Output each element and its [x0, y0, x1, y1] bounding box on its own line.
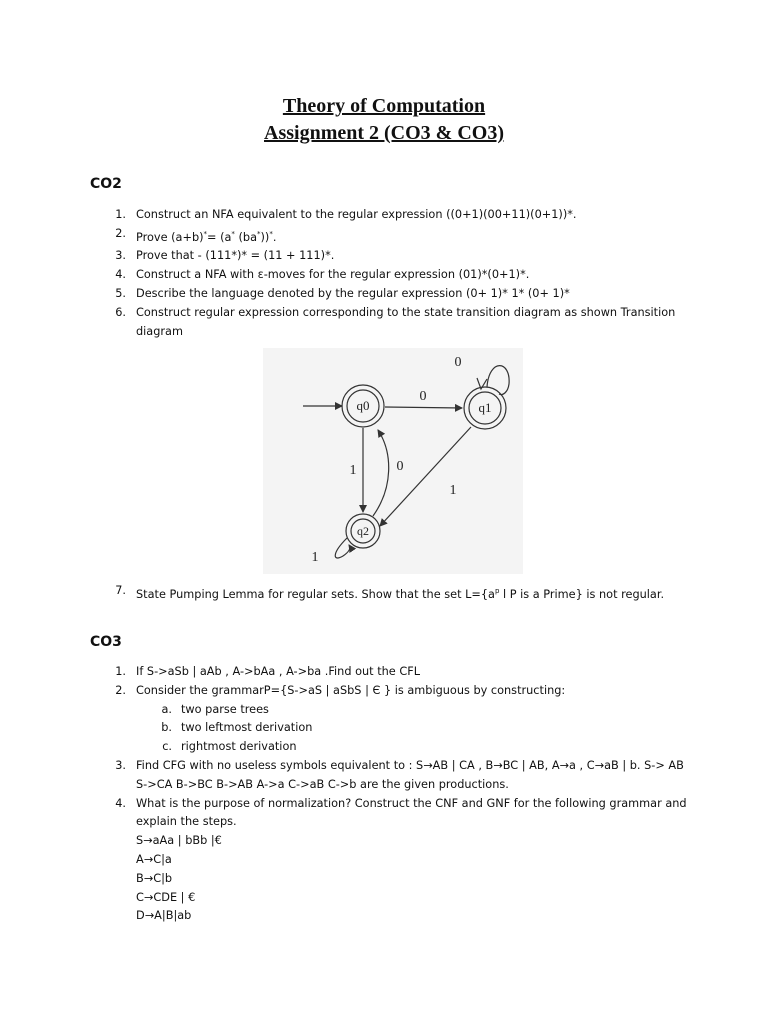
state-q1	[464, 387, 506, 429]
list-item: 5. Describe the language denoted by the regular expression (0+ 1)* 1* (0+ 1)*	[115, 286, 570, 300]
edge-label-q2-q0: 0	[396, 459, 404, 474]
edge-q1-loop	[487, 366, 509, 395]
list-item: 4. What is the purpose of normalization? Construct the CNF and GNF for the following grammar and explain the steps. S→aAa | bBb |€ A→C|a B→C|b C→CDE | € D→A|B|ab	[108, 795, 688, 927]
list-item: 3. Prove that - (111*)* = (11 + 111)*.	[115, 249, 335, 263]
state-label-q1: q1	[478, 400, 492, 415]
transition-diagram-svg	[263, 348, 523, 574]
transition-diagram	[263, 348, 523, 574]
list-item: 2. Consider the grammarP={S->aS | aSbS | Є } is ambiguous by constructing: a. two parse trees b. two leftmost derivation c. rightmost derivation	[108, 682, 688, 757]
sub-list-item: a. two parse trees	[161, 702, 269, 716]
grammar-line: A→C|a	[136, 852, 172, 866]
document-title: Theory of Computation	[282, 95, 486, 117]
sub-list	[136, 701, 688, 757]
co3-question-list	[108, 663, 688, 926]
sub-list-item: c. rightmost derivation	[162, 740, 297, 754]
list-item: 1. Construct an NFA equivalent to the regular expression ((0+1)(00+11)(0+1))*.	[115, 208, 577, 221]
grammar-line: D→A|B|ab	[136, 909, 192, 923]
grammar-line: C→CDE | €	[136, 890, 196, 904]
state-q2	[346, 514, 380, 548]
edge-label-q0-q2: 1	[349, 463, 357, 478]
list-item: 7. State Pumping Lemma for regular sets. Show that the set $L=\{a^p$ l P is a Prime} is not regular.	[115, 584, 665, 601]
section-heading-co3: CO3	[90, 634, 122, 650]
list-item: 6. Construct regular expression corresponding to the state transition diagram as shown Transition diagram	[115, 305, 676, 338]
section-heading-co2: CO2	[90, 176, 122, 192]
state-q0	[342, 385, 384, 427]
edge-label-q2-loop: 1	[311, 550, 319, 565]
list-item: 4. Construct a NFA with ε-moves for the regular expression (01)*(0+1)*.	[115, 268, 530, 282]
list-item: 2. Prove (a+b)*= (a* (ba*))*.	[115, 226, 277, 244]
list-item: 3. Find CFG with no useless symbols equivalent to : S→AB | CA , B→BC | AB, A→a , C→aB | b. S-> AB S->CA B->BC B->AB A->a C->aB C->b are the given productions.	[115, 758, 684, 791]
co2-question-list-cont	[108, 582, 688, 605]
edge-q2-q0	[373, 430, 389, 516]
edge-q1-q2	[380, 427, 471, 526]
state-label-q0: q0	[356, 398, 370, 413]
co2-question-list	[108, 206, 688, 341]
edge-label-q1-q2: 1	[449, 483, 457, 498]
document-subtitle: Assignment 2 (CO3 & CO3)	[264, 122, 504, 144]
edge-label-q0-q1: 0	[419, 389, 427, 404]
edge-q2-loop	[335, 538, 350, 558]
edge-label-q1-loop: 0	[454, 355, 462, 370]
sub-list-item: b. two leftmost derivation	[161, 721, 313, 735]
state-label-q2: q2	[357, 524, 369, 538]
edge-q0-q1	[385, 407, 462, 408]
grammar-line: B→C|b	[136, 871, 173, 885]
grammar-line: S→aAa | bBb |€	[136, 834, 222, 848]
list-item: 1. If S->aSb | aAb , A->bAa , A->ba .Find out the CFL	[115, 665, 421, 678]
